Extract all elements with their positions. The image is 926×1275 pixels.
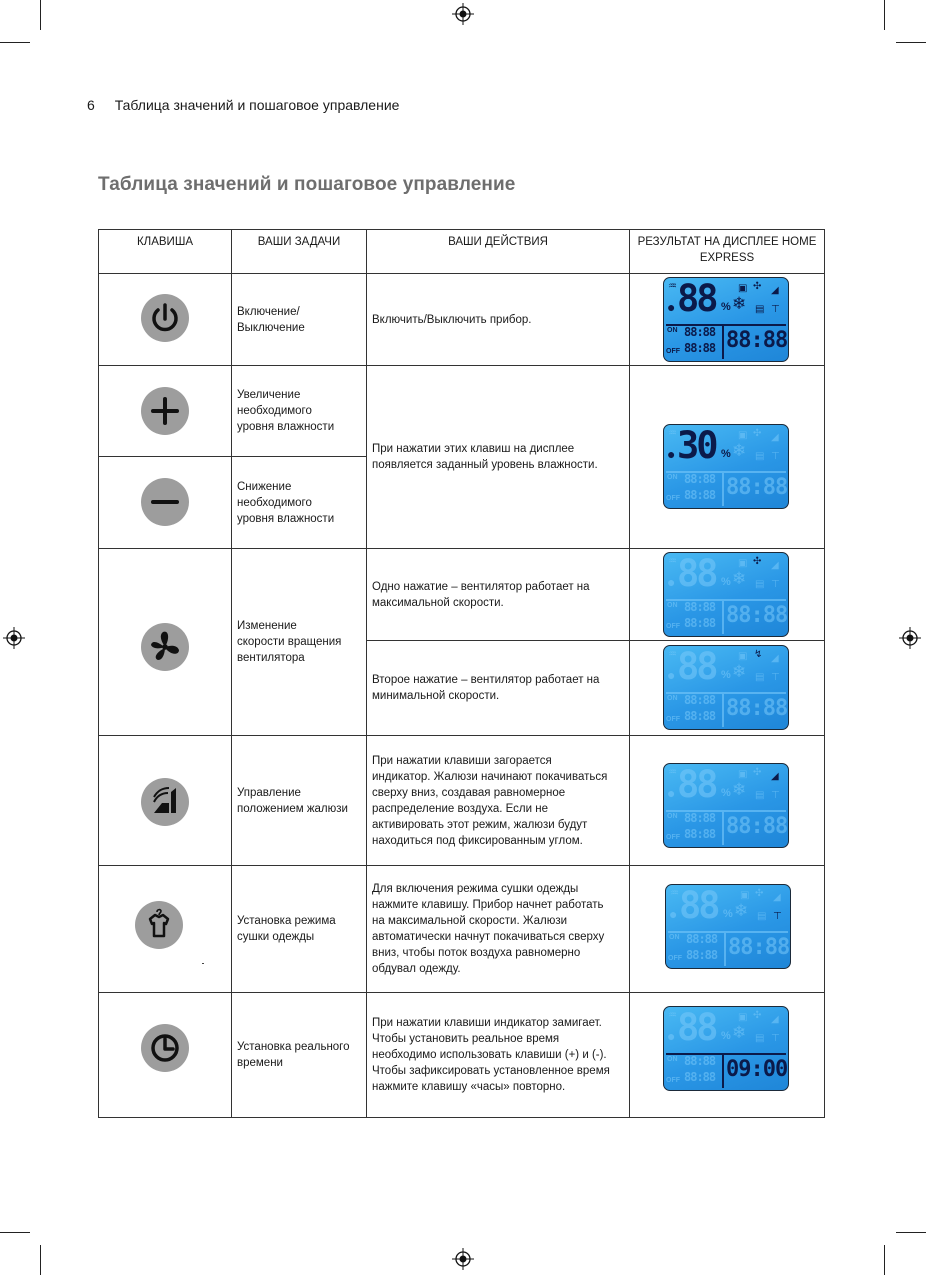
lcd-separator: [722, 812, 724, 845]
percent-sign: %: [721, 448, 731, 460]
power-indicator-icon: ▣: [738, 558, 748, 569]
clock-value: 88:88: [728, 935, 790, 960]
timer-off-value: 88:88: [684, 1070, 716, 1084]
percent-sign: %: [721, 576, 731, 588]
lcd-display-fan-max: [663, 552, 789, 637]
timer-on-value: 88:88: [684, 693, 716, 707]
crop-mark: [40, 1245, 41, 1275]
snowflake-icon: ❄: [732, 662, 747, 681]
column-divider: [629, 230, 630, 1117]
lcd-display-louver: [663, 763, 789, 848]
running-header: [87, 97, 399, 113]
power-button: [141, 294, 189, 342]
fan-indicator-icon: ✣: [753, 767, 762, 778]
humidity-value: 88: [679, 884, 718, 927]
snowflake-icon: ❄: [734, 901, 749, 920]
registration-mark-icon: [899, 627, 921, 649]
minus-icon: [141, 478, 189, 526]
louver-indicator-icon: ◢: [771, 285, 779, 296]
fan-indicator-icon: ↯: [754, 649, 763, 660]
snowflake-icon: ❄: [732, 1023, 747, 1042]
lcd-separator: [722, 473, 724, 506]
sensor-icon: ♒: [668, 1010, 677, 1021]
fan-indicator-icon: ✣: [753, 1010, 762, 1021]
louver-indicator-icon: ◢: [771, 560, 779, 571]
lcd-separator: [722, 694, 724, 727]
sensor-icon: ♒: [668, 556, 677, 567]
fan-indicator-icon: ✣: [753, 281, 762, 292]
off-label: OFF: [666, 495, 680, 502]
page-number: 6: [87, 97, 95, 113]
louver-icon: [141, 778, 189, 826]
power-indicator-icon: ▣: [738, 651, 748, 662]
timer-on-value: 88:88: [684, 472, 716, 486]
droplet-icon: ●: [667, 667, 676, 683]
timer-off-value: 88:88: [684, 616, 716, 630]
lcd-display-dry-clothes: [665, 884, 791, 969]
column-header-task: ВАШИ ЗАДАЧИ: [257, 236, 341, 248]
action-fan-max: Одно нажатие – вентилятор работает на максимальной скорости.: [372, 580, 590, 609]
timer-off-value: 88:88: [684, 709, 716, 723]
timer-off-value: 88:88: [684, 341, 716, 355]
lcd-separator: [724, 933, 726, 966]
timer-on-value: 88:88: [684, 600, 716, 614]
timer-off-value: 88:88: [684, 827, 716, 841]
fan-button: [141, 623, 189, 671]
louver-indicator-icon: ◢: [771, 1014, 779, 1025]
task-increase-humidity: Увеличение необходимого уровня влажности: [237, 389, 335, 433]
louver-indicator-icon: ◢: [773, 892, 781, 903]
humidity-value: 88: [677, 277, 716, 320]
percent-sign: %: [723, 908, 733, 920]
clock-value: 88:88: [726, 328, 788, 353]
crop-mark: [896, 1232, 926, 1233]
action-louver: При нажатии клавиши загорается индикатор. Жалюзи начинают покачиваться сверху вниз, создавая равномерное распределение воздуха. Если не активировать этот режим, жалюзи будут находиться под фиксированным углом.: [372, 754, 608, 847]
action-fan-min: Второе нажатие – вентилятор работает на минимальной скорости.: [372, 674, 600, 702]
snowflake-icon: ❄: [732, 780, 747, 799]
timer-off-value: 88:88: [686, 948, 718, 962]
percent-sign: %: [721, 301, 731, 313]
fan-indicator-icon: ✣: [753, 556, 762, 567]
louver-indicator-icon: ◢: [771, 771, 779, 782]
lcd-separator: [722, 1055, 724, 1088]
dry-clothes-button: [135, 901, 183, 949]
lcd-display-clock: [663, 1006, 789, 1091]
lcd-separator: [722, 601, 724, 634]
shirt-indicator-icon: ⊤: [771, 790, 780, 801]
fan-icon: [141, 623, 189, 671]
timer-on-value: 88:88: [684, 325, 716, 339]
clock-value: 88:88: [726, 696, 788, 721]
stray-dot: [202, 963, 204, 964]
task-louver: Управление положением жалюзи: [237, 786, 348, 815]
off-label: OFF: [666, 623, 680, 630]
action-set-time: При нажатии клавиши индикатор замигает. Чтобы установить реальное время необходимо использовать клавиши (+) и (-). Чтобы зафиксировать установленное время нажмите клавишу «часы» повторно.: [372, 1017, 610, 1093]
clock-button: [141, 1024, 189, 1072]
tank-indicator-icon: ▤: [755, 451, 765, 462]
snowflake-icon: ❄: [732, 441, 747, 460]
percent-sign: %: [721, 787, 731, 799]
off-label: OFF: [668, 955, 682, 962]
power-indicator-icon: ▣: [738, 1012, 748, 1023]
crop-mark: [40, 0, 41, 30]
tank-indicator-icon: ▤: [755, 579, 765, 590]
plus-icon: [141, 387, 189, 435]
timer-on-value: 88:88: [686, 932, 718, 946]
droplet-icon: ●: [667, 299, 676, 315]
page-title: Таблица значений и пошаговое управление: [98, 174, 516, 195]
off-label: OFF: [666, 1077, 680, 1084]
percent-sign: %: [721, 1030, 731, 1042]
sensor-icon: ♒: [668, 649, 677, 660]
tank-indicator-icon: ▤: [755, 304, 765, 315]
lcd-display-fan-min: [663, 645, 789, 730]
sensor-icon: ♒: [668, 428, 677, 439]
crop-mark: [896, 42, 926, 43]
registration-mark-icon: [452, 3, 474, 25]
registration-mark-icon: [3, 627, 25, 649]
power-indicator-icon: ▣: [738, 283, 748, 294]
droplet-icon: ●: [667, 574, 676, 590]
lcd-separator: [722, 326, 724, 359]
off-label: OFF: [666, 348, 680, 355]
shirt-icon: [135, 901, 183, 949]
shirt-indicator-icon: ⊤: [771, 579, 780, 590]
fan-indicator-icon: ✣: [753, 428, 762, 439]
timer-off-value: 88:88: [684, 488, 716, 502]
percent-sign: %: [721, 669, 731, 681]
tank-indicator-icon: ▤: [757, 911, 767, 922]
task-power: Включение/ Выключение: [237, 305, 305, 334]
shirt-indicator-icon: ⊤: [771, 451, 780, 462]
crop-mark: [0, 42, 30, 43]
droplet-icon: ●: [667, 785, 676, 801]
action-dry-clothes: Для включения режима сушки одежды нажмите клавишу. Прибор начнет работать на максимальной скорости. Жалюзи автоматически начнут покачиваться сверху вниз, чтобы поток воздуха равномерно обдувал одежду.: [372, 883, 605, 975]
power-indicator-icon: ▣: [738, 430, 748, 441]
task-fan-speed: Изменение скорости вращения вентилятора: [237, 620, 342, 664]
minus-button: [141, 478, 189, 526]
droplet-icon: ●: [669, 906, 678, 922]
action-power: Включить/Выключить прибор.: [372, 313, 532, 326]
clock-value: 88:88: [726, 475, 788, 500]
fan-indicator-icon: ✣: [755, 888, 764, 899]
registration-mark-icon: [452, 1248, 474, 1270]
shirt-indicator-icon: ⊤: [771, 672, 780, 683]
shirt-indicator-icon: ⊤: [773, 911, 782, 922]
tank-indicator-icon: ▤: [755, 1033, 765, 1044]
timer-on-value: 88:88: [684, 811, 716, 825]
tank-indicator-icon: ▤: [755, 790, 765, 801]
column-header-result: РЕЗУЛЬТАТ НА ДИСПЛЕЕ HOME EXPRESS: [637, 236, 817, 264]
louver-indicator-icon: ◢: [771, 432, 779, 443]
snowflake-icon: ❄: [732, 294, 747, 313]
crop-mark: [884, 1245, 885, 1275]
humidity-value: 88: [677, 763, 716, 806]
column-header-key: КЛАВИША: [136, 236, 194, 248]
action-humidity: При нажатии этих клавиш на дисплее появляется заданный уровень влажности.: [372, 443, 598, 471]
humidity-value: 88: [677, 645, 716, 688]
tank-indicator-icon: ▤: [755, 672, 765, 683]
off-label: OFF: [666, 716, 680, 723]
sensor-icon: ♒: [670, 888, 679, 899]
task-dry-clothes: Установка режима сушки одежды: [237, 915, 336, 943]
clock-value: 88:88: [726, 603, 788, 628]
power-indicator-icon: ▣: [740, 890, 750, 901]
sensor-icon: ♒: [668, 767, 677, 778]
timer-on-value: 88:88: [684, 1054, 716, 1068]
humidity-value: 88: [677, 1006, 716, 1049]
shirt-indicator-icon: ⊤: [771, 304, 780, 315]
plus-button: [141, 387, 189, 435]
on-label: ON: [667, 1056, 678, 1063]
on-label: ON: [667, 813, 678, 820]
on-label: ON: [667, 602, 678, 609]
task-set-time: Установка реального времени: [237, 1041, 350, 1069]
on-label: ON: [667, 327, 678, 334]
running-title: Таблица значений и пошаговое управление: [114, 97, 400, 113]
louver-indicator-icon: ◢: [771, 653, 779, 664]
power-indicator-icon: ▣: [738, 769, 748, 780]
droplet-icon: ●: [667, 1028, 676, 1044]
sensor-icon: ♒: [668, 281, 677, 292]
louver-button: [141, 778, 189, 826]
droplet-icon: ●: [667, 446, 676, 462]
lcd-display-all-on: [663, 277, 789, 362]
clock-value: 88:88: [726, 814, 788, 839]
clock-value: 09:00: [726, 1057, 788, 1082]
snowflake-icon: ❄: [732, 569, 747, 588]
crop-mark: [0, 1232, 30, 1233]
task-decrease-humidity: Снижение необходимого уровня влажности: [237, 480, 335, 525]
humidity-value: 30: [677, 424, 716, 467]
crop-mark: [884, 0, 885, 30]
clock-icon: [141, 1024, 189, 1072]
off-label: OFF: [666, 834, 680, 841]
humidity-value: 88: [677, 552, 716, 595]
lcd-display-humidity: [663, 424, 789, 509]
on-label: ON: [669, 934, 680, 941]
on-label: ON: [667, 474, 678, 481]
power-icon: [141, 294, 189, 342]
shirt-indicator-icon: ⊤: [771, 1033, 780, 1044]
column-header-action: ВАШИ ДЕЙСТВИЯ: [448, 236, 548, 248]
on-label: ON: [667, 695, 678, 702]
